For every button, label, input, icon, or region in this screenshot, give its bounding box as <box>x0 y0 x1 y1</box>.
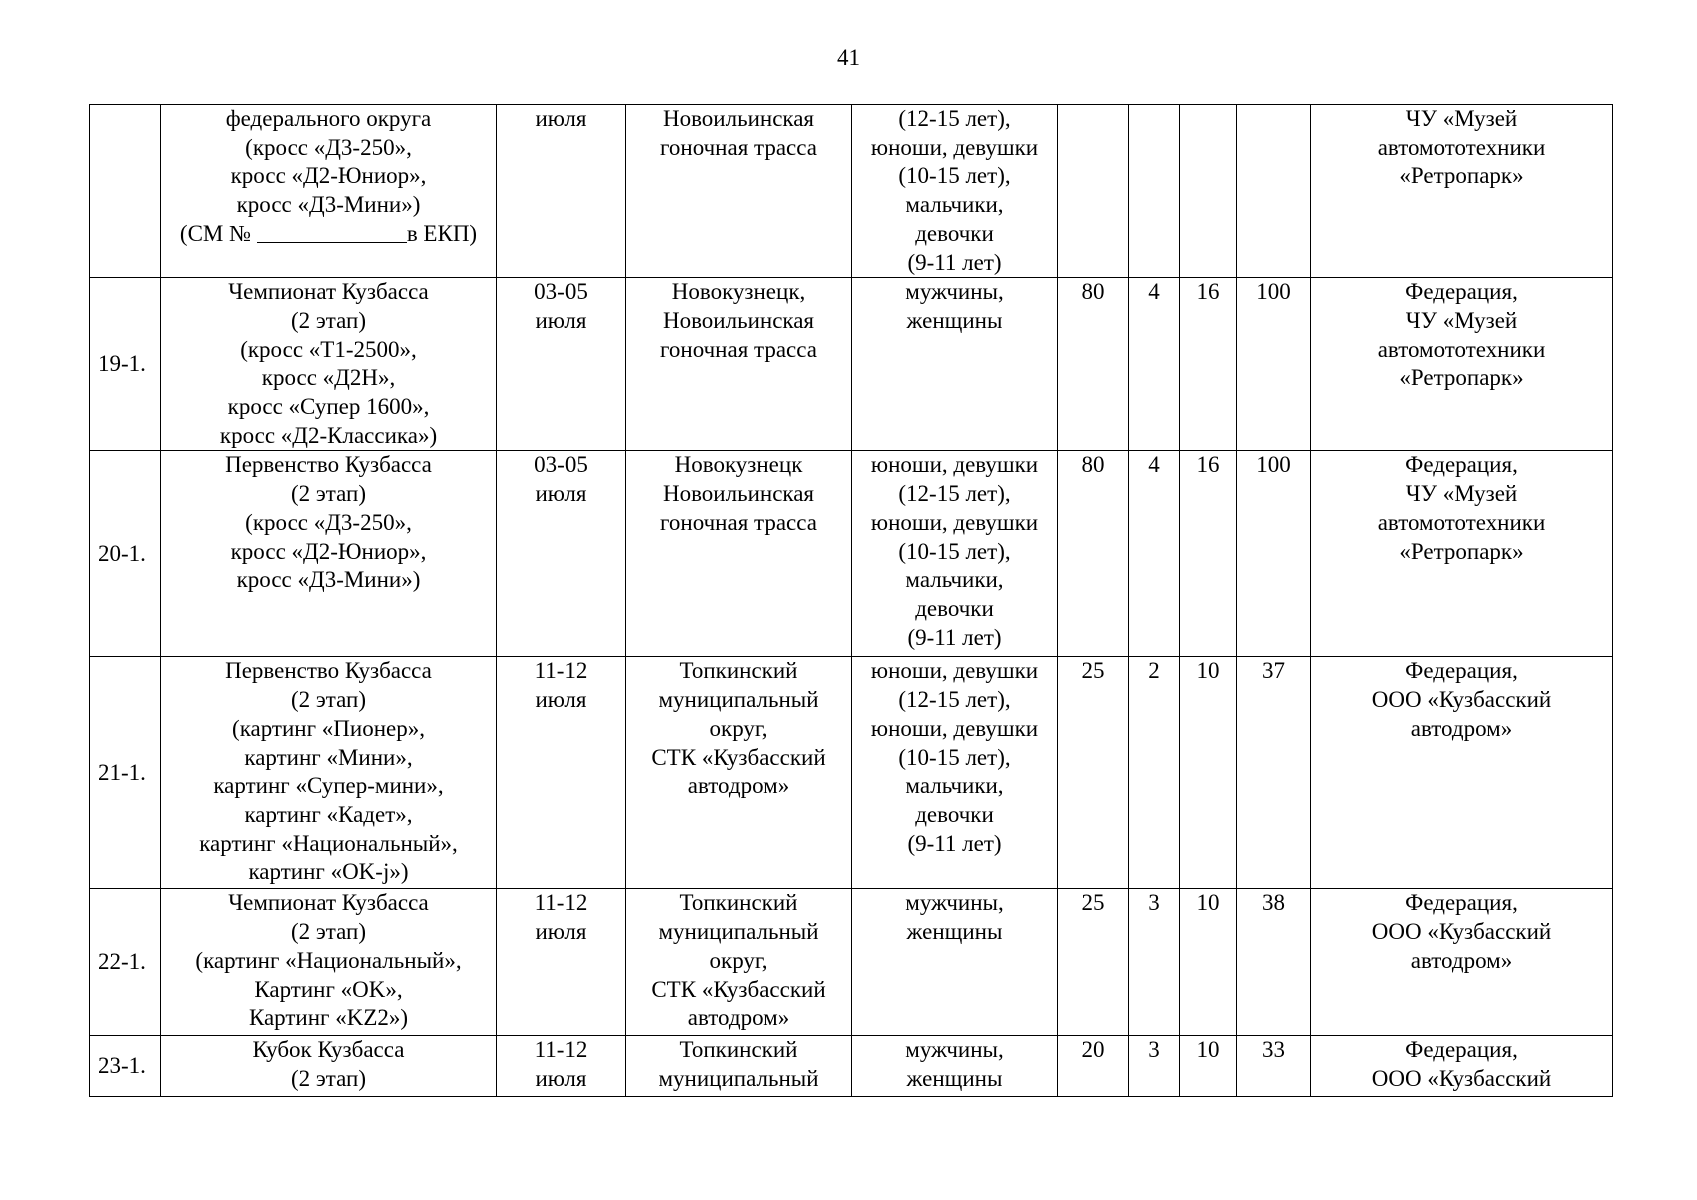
row-number-cell <box>90 105 161 278</box>
cell-line: «Ретропарк» <box>1399 538 1524 564</box>
cell-line: автомототехники <box>1377 134 1546 160</box>
events-table-body <box>90 105 1613 1097</box>
count-cell-2 <box>1129 278 1180 451</box>
cell-line: июля <box>535 687 587 713</box>
cell-text: 100 <box>1256 452 1291 478</box>
cell-line: Чемпионат Кузбасса <box>228 279 429 305</box>
cell-line: автомототехники <box>1377 509 1546 535</box>
count-cell-1 <box>1058 451 1129 657</box>
cell-text: 10 <box>1196 1037 1220 1063</box>
cell-text: 3 <box>1148 1037 1160 1063</box>
cell-line: девочки <box>915 801 994 827</box>
cell-line: Кубок Кузбасса <box>252 1037 405 1063</box>
cell-line: муниципальный <box>658 919 819 945</box>
participants-cell <box>852 889 1058 1036</box>
cell-line: округ, <box>709 947 768 973</box>
count-total-cell <box>1237 657 1311 889</box>
cell-line: автодром» <box>687 773 790 799</box>
cell-text: 80 <box>1081 279 1105 305</box>
cell-line: 11-12 <box>534 1037 588 1063</box>
date-cell <box>497 1036 626 1097</box>
table-row <box>90 1036 1613 1097</box>
table-row <box>90 889 1613 1036</box>
cell-line: Новоильинская <box>662 106 815 131</box>
row-number-cell <box>90 889 161 1036</box>
cell-line: гоночная трасса <box>660 134 817 160</box>
cell-text: 19-1. <box>98 350 146 376</box>
cell-text: 22-1. <box>98 949 146 975</box>
cell-line: (картинг «Национальный», <box>195 947 462 973</box>
sm-suffix: в ЕКП) <box>406 220 478 246</box>
cell-line: 03-05 <box>534 452 588 478</box>
cell-line: СТК «Кузбасский <box>651 976 826 1002</box>
page-number: 41 <box>837 45 860 70</box>
cell-line: кросс «Д3-Мини») <box>236 567 421 593</box>
cell-line: юноши, девушки <box>870 134 1039 160</box>
organizer-cell <box>1311 1036 1613 1097</box>
cell-line: женщины <box>906 919 1003 945</box>
cell-line: Топкинский <box>679 658 798 684</box>
cell-text: 20 <box>1081 1037 1105 1063</box>
table-row <box>90 278 1613 451</box>
row-number-cell <box>90 278 161 451</box>
cell-line: июля <box>535 307 587 333</box>
cell-line: муниципальный <box>658 687 819 713</box>
cell-line: федерального округа <box>225 106 432 131</box>
cell-line: (9-11 лет) <box>907 830 1002 856</box>
count-cell-3 <box>1180 657 1237 889</box>
cell-line: Федерация, <box>1405 658 1518 684</box>
cell-line: муниципальный <box>658 1066 819 1092</box>
cell-line: Картинг «KZ2») <box>248 1005 409 1031</box>
cell-line: Федерация, <box>1405 890 1518 916</box>
cell-line: юноши, девушки <box>870 658 1039 684</box>
place-cell <box>626 889 852 1036</box>
event-cell <box>161 278 497 451</box>
sm-prefix: (СМ № <box>179 220 252 246</box>
sm-number-line <box>164 220 493 249</box>
cell-line: гоночная трасса <box>660 336 817 362</box>
cell-line: (12-15 лет), <box>898 481 1011 507</box>
cell-line: Новоильинская <box>662 307 815 333</box>
count-total-cell <box>1237 889 1311 1036</box>
row-number-cell <box>90 1036 161 1097</box>
cell-text: 25 <box>1081 658 1105 684</box>
cell-line: (9-11 лет) <box>907 624 1002 650</box>
cell-line: ООО «Кузбасский <box>1371 1066 1552 1092</box>
organizer-cell <box>1311 889 1613 1036</box>
cell-text: 3 <box>1148 890 1160 916</box>
organizer-cell <box>1311 451 1613 657</box>
cell-text: 100 <box>1256 279 1291 305</box>
cell-line: картинг «Национальный», <box>199 830 458 856</box>
cell-line: (кросс «Д3-250», <box>245 134 412 160</box>
cell-line: (2 этап) <box>291 919 366 945</box>
count-cell-1 <box>1058 889 1129 1036</box>
date-cell <box>497 278 626 451</box>
cell-line: ООО «Кузбасский <box>1371 919 1552 945</box>
cell-line: мужчины, <box>905 890 1004 916</box>
organizer-cell <box>1311 657 1613 889</box>
cell-line: (12-15 лет), <box>898 106 1011 131</box>
cell-line: картинг «Кадет», <box>244 801 413 827</box>
place-cell <box>626 1036 852 1097</box>
place-cell <box>626 278 852 451</box>
cell-text: 4 <box>1148 452 1160 478</box>
cell-line: Федерация, <box>1405 452 1518 478</box>
cell-line: (10-15 лет), <box>898 744 1011 770</box>
cell-line: мальчики, <box>905 773 1004 799</box>
cell-line: (2 этап) <box>291 687 366 713</box>
cell-line: ЧУ «Музей <box>1405 481 1518 507</box>
cell-line: гоночная трасса <box>660 509 817 535</box>
cell-text: 37 <box>1262 658 1285 684</box>
cell-text: 23-1. <box>98 1053 146 1079</box>
cell-line: картинг «OK-j») <box>248 859 409 885</box>
cell-line: Новокузнецк, <box>671 279 806 305</box>
cell-line: (2 этап) <box>291 481 366 507</box>
count-cell-2 <box>1129 451 1180 657</box>
place-cell <box>626 451 852 657</box>
cell-line: автодром» <box>1410 947 1513 973</box>
count-cell-3 <box>1180 1036 1237 1097</box>
cell-line: картинг «Мини», <box>244 744 413 770</box>
cell-line: июля <box>535 1066 587 1092</box>
cell-text: 25 <box>1081 890 1105 916</box>
cell-text: 10 <box>1196 890 1220 916</box>
event-cell <box>161 657 497 889</box>
participants-cell <box>852 1036 1058 1097</box>
cell-line: юноши, девушки <box>870 452 1039 478</box>
count-total-cell <box>1237 451 1311 657</box>
count-cell-3 <box>1180 278 1237 451</box>
cell-line: мужчины, <box>905 279 1004 305</box>
cell-line: кросс «Д2-Юниор», <box>230 163 427 189</box>
cell-line: ООО «Кузбасский <box>1371 687 1552 713</box>
count-cell-1 <box>1058 105 1129 278</box>
cell-line: (кросс «Д3-250», <box>245 509 412 535</box>
cell-line: женщины <box>906 1066 1003 1092</box>
cell-line: (2 этап) <box>291 1066 366 1092</box>
organizer-cell <box>1311 278 1613 451</box>
event-cell <box>161 451 497 657</box>
event-cell <box>161 1036 497 1097</box>
count-cell-2 <box>1129 1036 1180 1097</box>
table-row <box>90 657 1613 889</box>
cell-line: кросс «Д2-Юниор», <box>230 538 427 564</box>
count-total-cell <box>1237 105 1311 278</box>
count-cell-1 <box>1058 657 1129 889</box>
events-table <box>89 104 1613 1097</box>
date-cell <box>497 451 626 657</box>
cell-line: автомототехники <box>1377 336 1546 362</box>
participants-cell <box>852 278 1058 451</box>
cell-text: 10 <box>1196 658 1220 684</box>
table-row <box>90 451 1613 657</box>
cell-line: 11-12 <box>534 658 588 684</box>
cell-text: 16 <box>1196 452 1220 478</box>
cell-line: Новоильинская <box>662 481 815 507</box>
cell-line: (10-15 лет), <box>898 538 1011 564</box>
cell-line: девочки <box>915 220 994 246</box>
cell-line: Новокузнецк <box>674 452 803 478</box>
cell-line: 03-05 <box>534 279 588 305</box>
cell-line: (10-15 лет), <box>898 163 1011 189</box>
cell-line: юноши, девушки <box>870 715 1039 741</box>
count-cell-3 <box>1180 889 1237 1036</box>
organizer-cell <box>1311 105 1613 278</box>
cell-line: мальчики, <box>905 567 1004 593</box>
count-cell-3 <box>1180 105 1237 278</box>
cell-text: 38 <box>1262 890 1285 916</box>
count-cell-1 <box>1058 278 1129 451</box>
count-cell-3 <box>1180 451 1237 657</box>
participants-cell <box>852 105 1058 278</box>
cell-line: автодром» <box>1410 715 1513 741</box>
cell-text: 21-1. <box>98 759 146 785</box>
table-row <box>90 105 1613 278</box>
count-total-cell <box>1237 278 1311 451</box>
cell-line: кросс «Д3-Мини») <box>236 192 421 218</box>
row-number-cell <box>90 657 161 889</box>
cell-line: «Ретропарк» <box>1399 163 1524 189</box>
cell-line: картинг «Супер-мини», <box>213 773 444 799</box>
cell-text: 16 <box>1196 279 1220 305</box>
cell-line: (кросс «Т1-2500», <box>240 336 417 362</box>
cell-line: июля <box>535 919 587 945</box>
cell-text: 80 <box>1081 452 1105 478</box>
count-cell-2 <box>1129 105 1180 278</box>
cell-line: кросс «Супер 1600», <box>227 394 430 420</box>
cell-line: Первенство Кузбасса <box>225 658 432 684</box>
cell-line: СТК «Кузбасский <box>651 744 826 770</box>
date-cell <box>497 105 626 278</box>
place-cell <box>626 105 852 278</box>
cell-text: 20-1. <box>98 540 146 566</box>
cell-line: Первенство Кузбасса <box>225 452 432 478</box>
cell-line: девочки <box>915 595 994 621</box>
cell-line: округ, <box>709 715 768 741</box>
participants-cell <box>852 451 1058 657</box>
count-cell-1 <box>1058 1036 1129 1097</box>
cell-line: женщины <box>906 307 1003 333</box>
cell-line: кросс «Д2Н», <box>261 365 396 391</box>
cell-line: Федерация, <box>1405 279 1518 305</box>
count-cell-2 <box>1129 657 1180 889</box>
cell-line: Чемпионат Кузбасса <box>228 890 429 916</box>
cell-line: 11-12 <box>534 890 588 916</box>
cell-line: ЧУ «Музей <box>1405 307 1518 333</box>
participants-cell <box>852 657 1058 889</box>
cell-line: (12-15 лет), <box>898 687 1011 713</box>
cell-line: мужчины, <box>905 1037 1004 1063</box>
event-cell <box>161 105 497 278</box>
cell-line: Топкинский <box>679 890 798 916</box>
date-cell <box>497 889 626 1036</box>
count-total-cell <box>1237 1036 1311 1097</box>
cell-line: автодром» <box>687 1005 790 1031</box>
cell-text: 33 <box>1262 1037 1285 1063</box>
cell-line: юноши, девушки <box>870 509 1039 535</box>
cell-line: (2 этап) <box>291 307 366 333</box>
cell-line: июля <box>535 106 587 131</box>
cell-line: (картинг «Пионер», <box>232 715 425 741</box>
cell-line: июля <box>535 481 587 507</box>
cell-text: 2 <box>1148 658 1160 684</box>
cell-line: мальчики, <box>905 192 1004 218</box>
cell-line: (9-11 лет) <box>907 249 1002 275</box>
cell-line: Топкинский <box>679 1037 798 1063</box>
cell-line: ЧУ «Музей <box>1405 106 1518 131</box>
cell-line: кросс «Д2-Классика») <box>219 422 438 448</box>
cell-line: Картинг «OK», <box>254 976 403 1002</box>
sm-number-blank <box>257 222 407 243</box>
place-cell <box>626 657 852 889</box>
cell-line: Федерация, <box>1405 1037 1518 1063</box>
cell-text: 4 <box>1148 279 1160 305</box>
cell-line: «Ретропарк» <box>1399 365 1524 391</box>
count-cell-2 <box>1129 889 1180 1036</box>
row-number-cell <box>90 451 161 657</box>
event-cell <box>161 889 497 1036</box>
date-cell <box>497 657 626 889</box>
